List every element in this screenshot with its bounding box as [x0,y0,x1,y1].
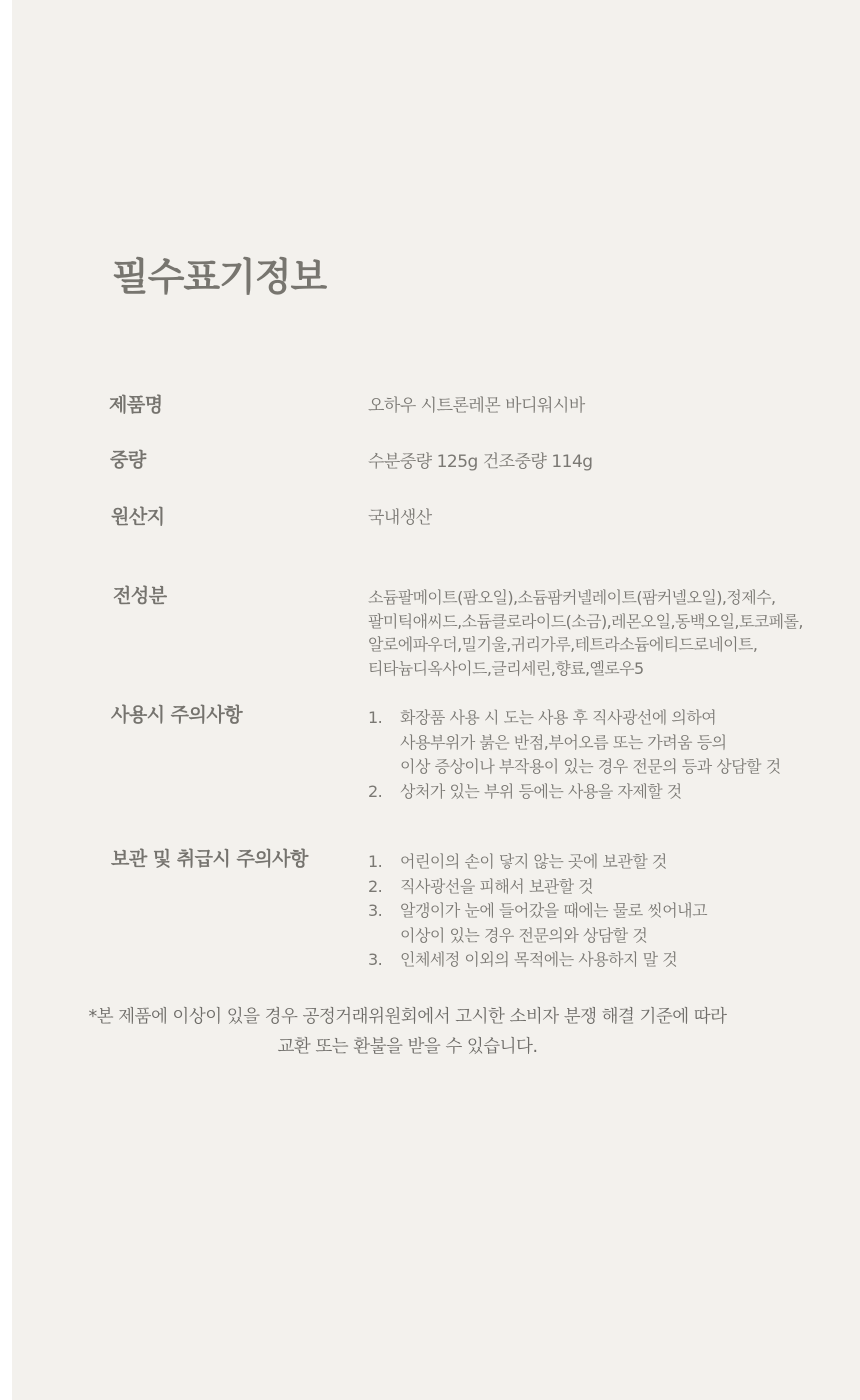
info-panel [12,0,860,1400]
page-title: 필수표기정보 [112,255,327,299]
weight-value: 수분중량 125g 건조중량 114g [368,452,593,472]
consumer-notice-line: *본 제품에 이상이 있을 경우 공정거래위원회에서 고시한 소비자 분쟁 해결 기준에 따라 [88,1007,727,1027]
usage-caution-list [368,706,781,804]
list-item-number: 1. [368,852,383,871]
ingredients-line: 팔미틱애씨드,소듐클로라이드(소금),레몬오일,동백오일,토코페롤, [368,611,803,631]
product-name-value: 오하우 시트론레몬 바디워시바 [368,396,585,416]
list-item-text: 이상 증상이나 부작용이 있는 경우 전문의 등과 상담할 것 [400,757,781,776]
ingredients-line: 소듐팔메이트(팜오일),소듐팜커넬레이트(팜커넬오일),정제수, [368,588,776,607]
list-item [368,850,707,875]
consumer-notice [0,1002,815,1062]
list-item-text: 사용부위가 붉은 반점,부어오름 또는 가려움 등의 [400,732,727,752]
origin-label: 원산지 [111,506,165,528]
list-item-text: 이상이 있는 경우 전문의와 상담할 것 [400,925,648,945]
origin-value: 국내생산 [368,508,432,528]
list-item [368,899,707,948]
consumer-notice-line: 교환 또는 환불을 받을 수 있습니다. [277,1037,538,1057]
list-item-text: 알갱이가 눈에 들어갔을 때에는 물로 씻어내고 [400,901,708,920]
list-item [368,706,781,780]
list-item-number: 1. [368,708,383,727]
product-name-label: 제품명 [109,394,163,416]
list-item-text: 상처가 있는 부위 등에는 사용을 자제할 것 [400,781,682,801]
weight-label: 중량 [110,449,146,471]
ingredients-label: 전성분 [113,585,167,607]
storage-caution-list [368,850,707,973]
usage-caution-label: 사용시 주의사항 [111,704,243,726]
list-item-text: 인체세정 이외의 목적에는 사용하지 말 것 [400,950,678,969]
ingredients-list [368,586,803,680]
list-item [368,948,707,973]
ingredients-line: 티타늄디옥사이드,글리세린,향료,옐로우5 [368,658,644,678]
list-item [368,875,707,900]
list-item-text: 직사광선을 피해서 보관할 것 [400,876,594,896]
list-item [368,780,781,805]
list-item-number: 3. [368,901,383,920]
storage-caution-label: 보관 및 취급시 주의사항 [111,848,308,870]
list-item-number: 3. [368,950,383,969]
ingredients-line: 알로에파우더,밀기울,귀리가루,테트라소듐에티드로네이트, [368,635,758,654]
list-item-text: 어린이의 손이 닿지 않는 곳에 보관할 것 [400,852,667,871]
list-item-number: 2. [368,781,383,801]
list-item-text: 화장품 사용 시 도는 사용 후 직사광선에 의하여 [400,708,717,727]
list-item-number: 2. [368,876,383,896]
